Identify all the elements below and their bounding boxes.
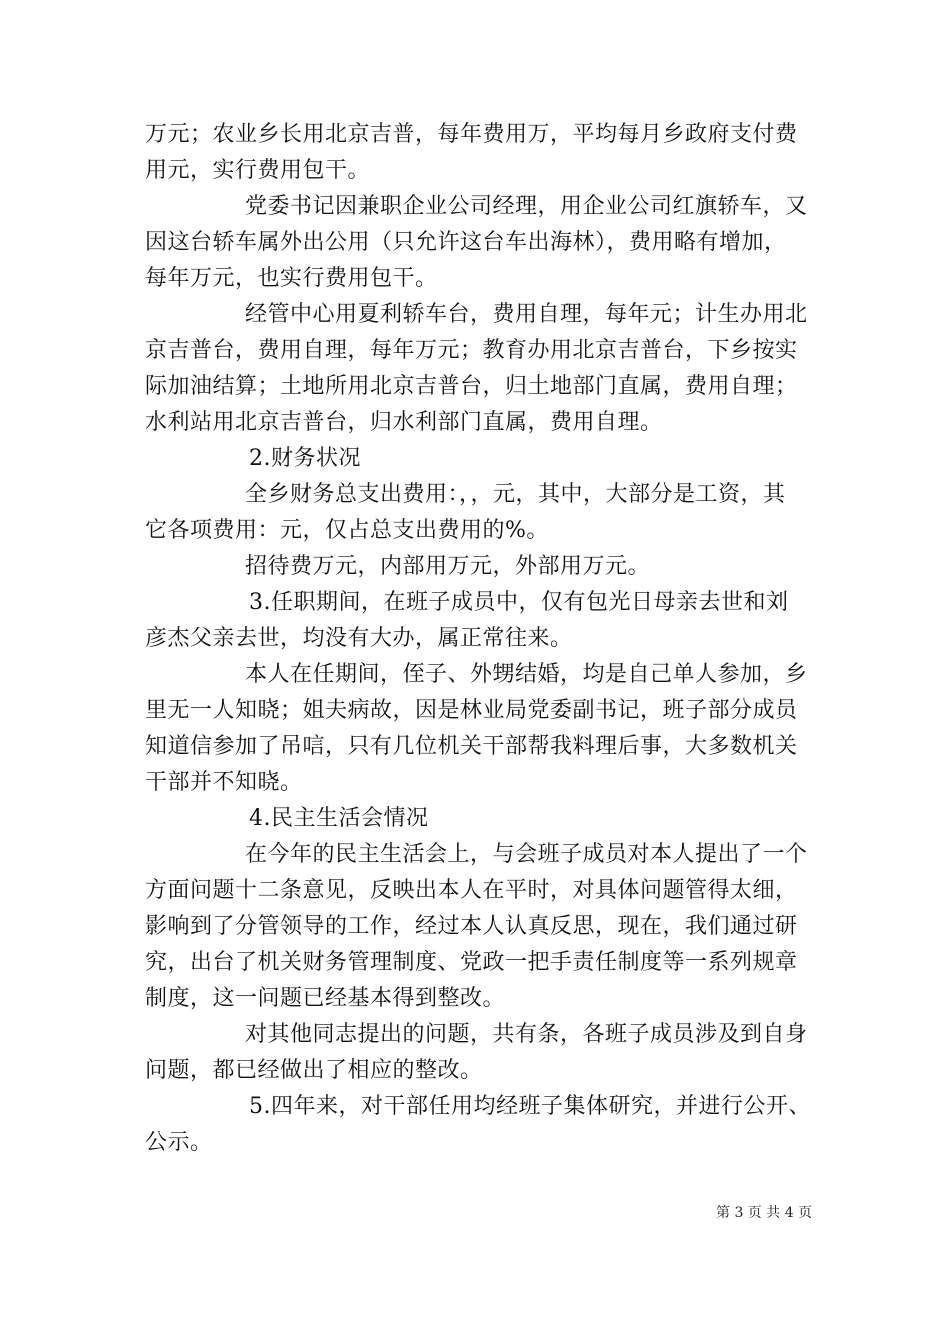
section-heading-line: 2.财务状况 [249, 446, 361, 471]
paragraph-line: 京吉普台，费用自理，每年万元；教育办用北京吉普台，下乡按实 [145, 338, 798, 363]
paragraph-line: 因这台轿车属外出公用（只允许这台车出海林），费用略有增加， [145, 230, 787, 255]
paragraph-line: 影响到了分管领导的工作，经过本人认真反思，现在，我们通过研 [145, 914, 798, 939]
page-number-footer: 第 3 页 共 4 页 [716, 1205, 813, 1221]
paragraph-line: 究，出台了机关财务管理制度、党政一把手责任制度等一系列规章 [145, 950, 798, 975]
paragraph-line: 它各项费用：元，仅占总支出费用的%。 [145, 518, 549, 543]
section-heading-line: 4.民主生活会情况 [249, 806, 429, 831]
paragraph-line: 水利站用北京吉普台，归水利部门直属，费用自理。 [145, 410, 663, 435]
document-body [145, 117, 815, 1161]
paragraph-line: 里无一人知晓；姐夫病故，因是林业局党委副书记，班子部分成员 [145, 698, 798, 723]
paragraph-line: 万元；农业乡长用北京吉普，每年费用万，平均每月乡政府支付费 [145, 122, 798, 147]
paragraph-line: 干部并不知晓。 [145, 770, 303, 795]
paragraph-line: 问题，都已经做出了相应的整改。 [145, 1058, 483, 1083]
paragraph-line: 招待费万元，内部用万元，外部用万元。 [245, 554, 651, 579]
paragraph-line: 际加油结算；土地所用北京吉普台，归土地部门直属，费用自理； [145, 374, 798, 399]
paragraph-line: 对其他同志提出的问题，共有条，各班子成员涉及到自身 [245, 1022, 808, 1047]
section-heading-line: 3.任职期间，在班子成员中，仅有包光日母亲去世和刘 [249, 590, 789, 615]
paragraph-line: 制度，这一问题已经基本得到整改。 [145, 986, 506, 1011]
paragraph-line: 在今年的民主生活会上，与会班子成员对本人提出了一个 [245, 842, 808, 867]
paragraph-line: 本人在任期间，侄子、外甥结婚，均是自己单人参加，乡 [245, 662, 808, 687]
paragraph-line: 全乡财务总支出费用：，，元，其中，大部分是工资，其 [245, 482, 786, 507]
paragraph-line: 经管中心用夏利轿车台，费用自理，每年元；计生办用北 [245, 302, 808, 327]
paragraph-line: 知道信参加了吊唁，只有几位机关干部帮我料理后事，大多数机关 [145, 734, 798, 759]
paragraph-line: 公示。 [145, 1130, 213, 1155]
paragraph-line: 方面问题十二条意见，反映出本人在平时，对具体问题管得太细， [145, 878, 798, 903]
paragraph-line: 用元，实行费用包干。 [145, 158, 371, 183]
paragraph-line: 党委书记因兼职企业公司经理，用企业公司红旗轿车，又 [245, 194, 808, 219]
paragraph-line: 每年万元，也实行费用包干。 [145, 266, 438, 291]
section-heading-line: 5.四年来，对干部任用均经班子集体研究，并进行公开、 [249, 1094, 811, 1119]
paragraph-line: 彦杰父亲去世，均没有大办，属正常往来。 [145, 626, 573, 651]
